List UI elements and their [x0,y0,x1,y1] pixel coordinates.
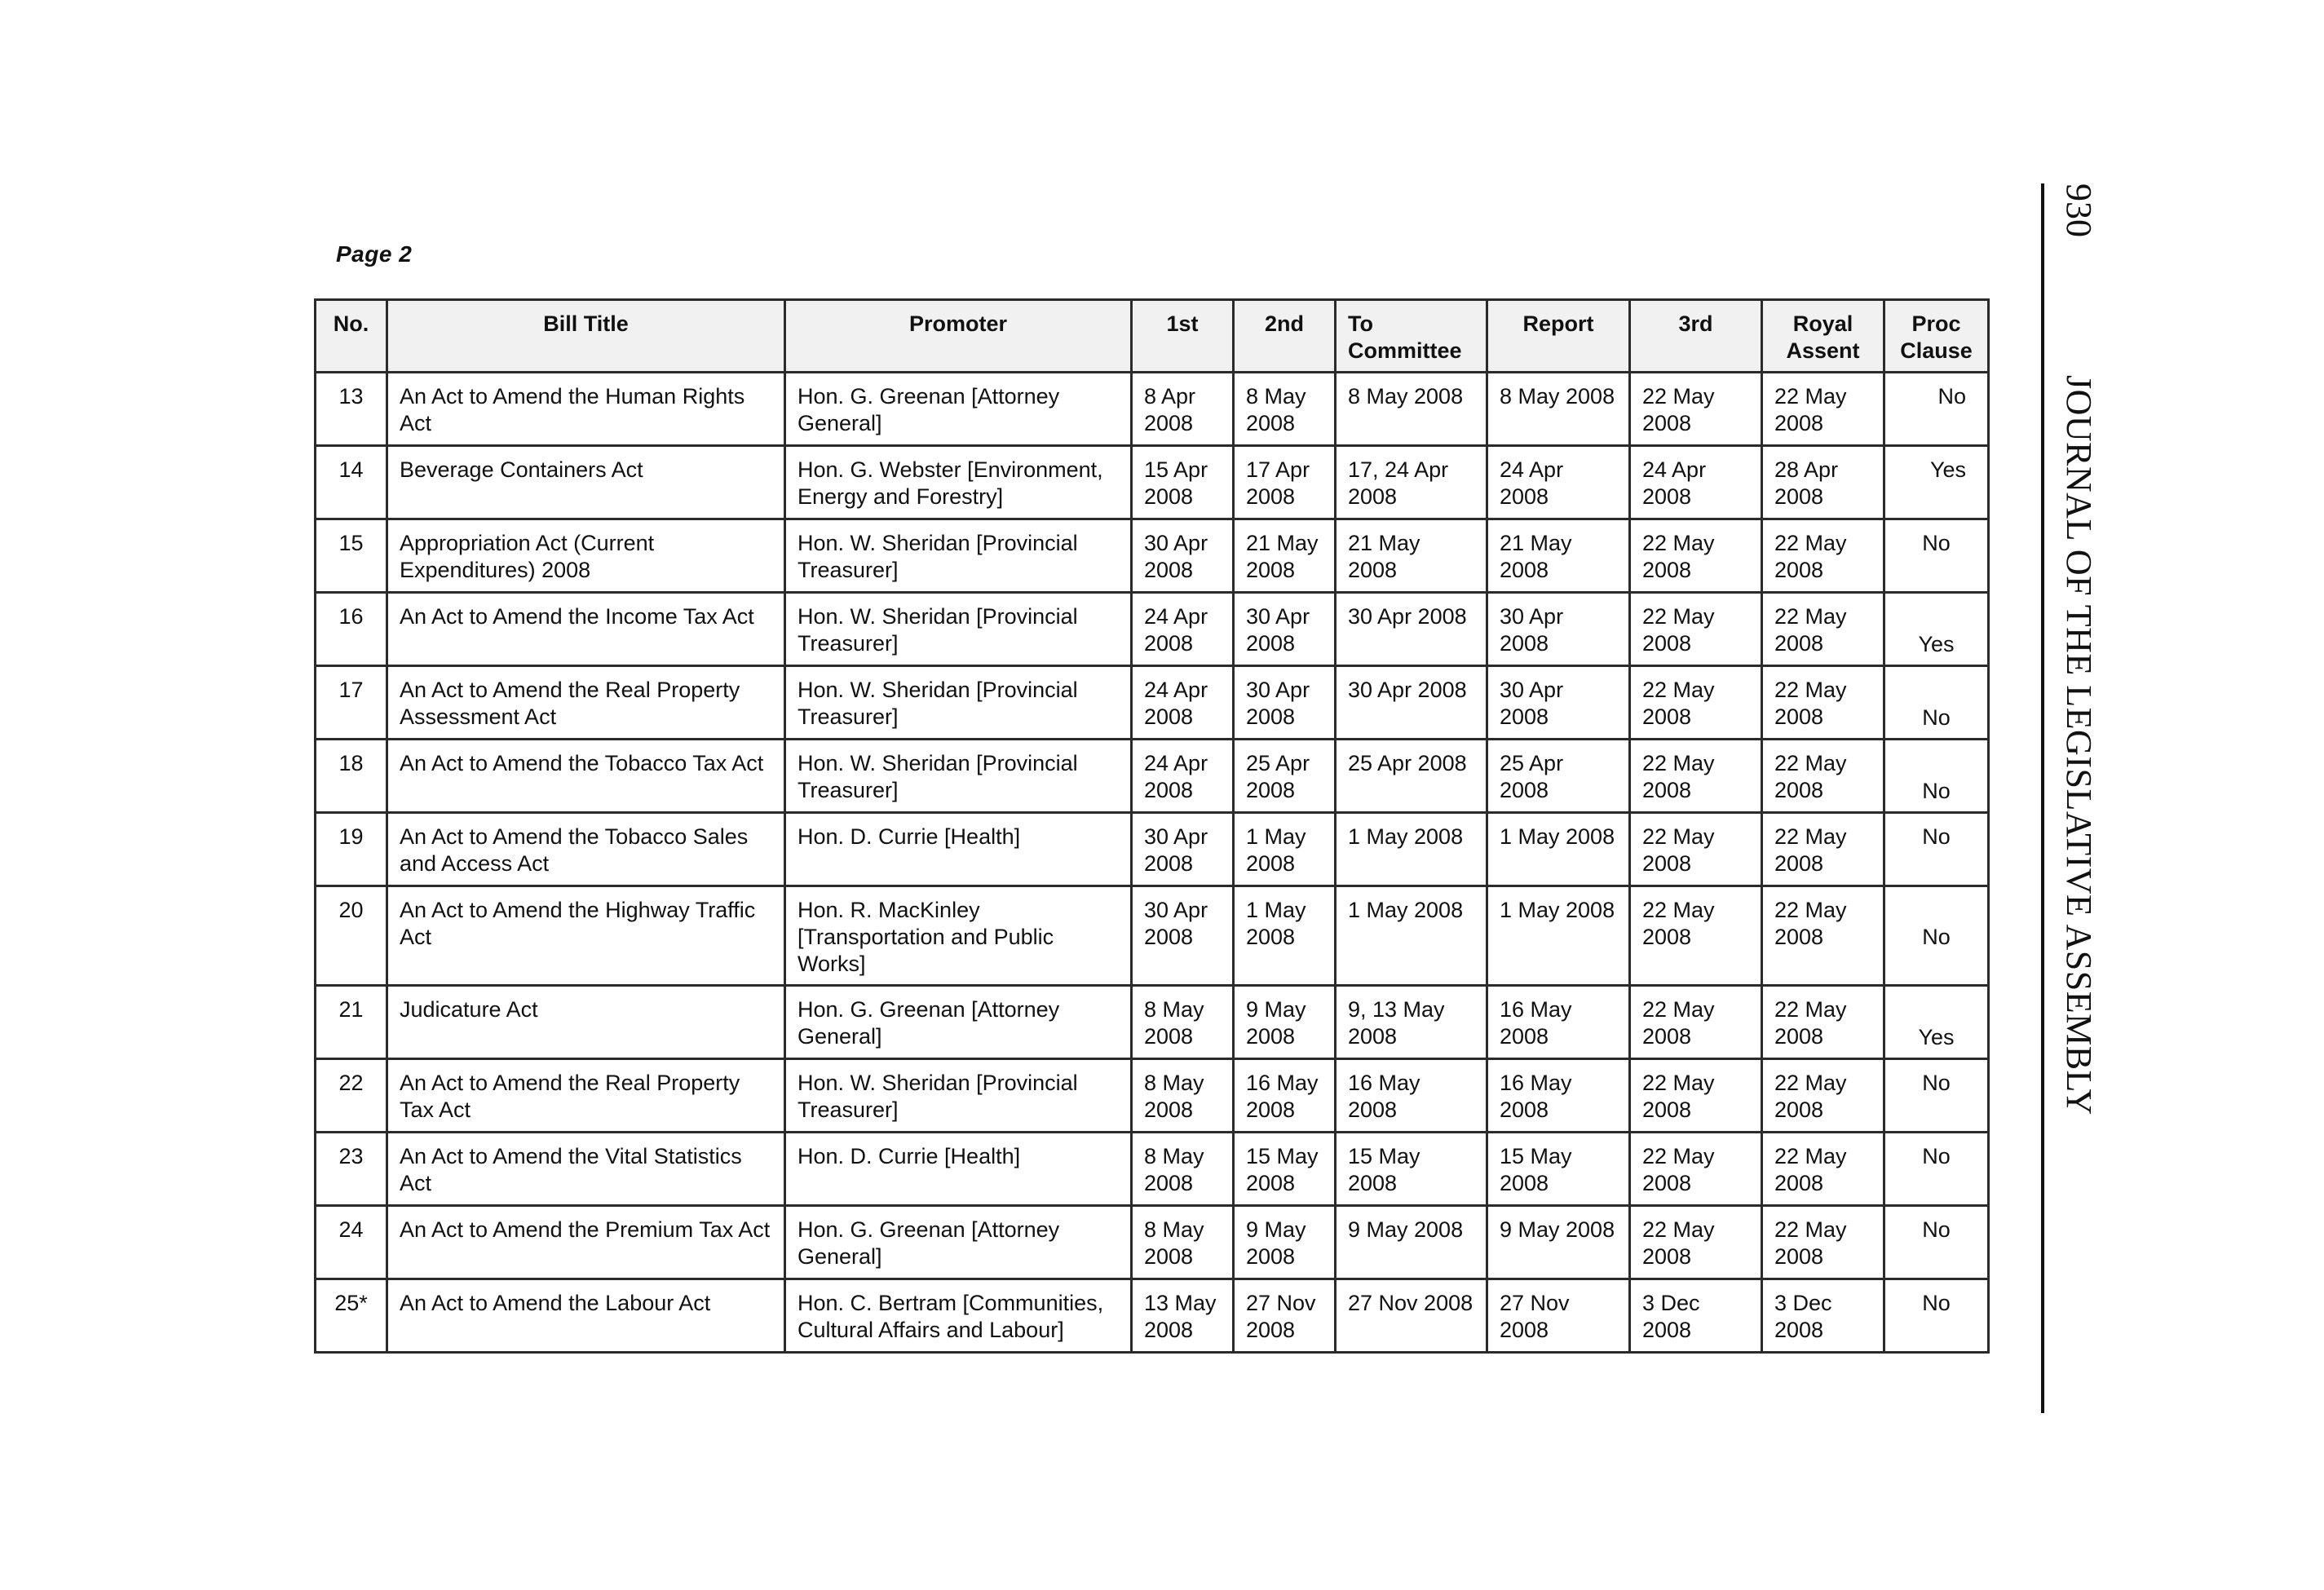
royal-assent-date: 22 May 2008 [1762,1133,1884,1206]
committee-date: 21 May 2008 [1336,519,1487,593]
first-reading-date: 15 Apr 2008 [1132,446,1234,519]
table-row [316,1133,1989,1206]
second-reading-date: 30 Apr 2008 [1234,593,1336,666]
second-reading-date: 21 May 2008 [1234,519,1336,593]
second-reading-date: 17 Apr 2008 [1234,446,1336,519]
table-header-row [316,300,1989,373]
bill-promoter: Hon. W. Sheridan [Provincial Treasurer] [785,593,1132,666]
report-date: 24 Apr 2008 [1487,446,1630,519]
table-row [316,593,1989,666]
committee-date: 1 May 2008 [1336,886,1487,986]
bill-number: 18 [316,740,387,813]
royal-assent-date: 22 May 2008 [1762,813,1884,886]
proc-clause: No [1884,886,1989,986]
page-label: Page 2 [336,241,413,267]
page-number: 930 [2059,183,2099,237]
report-date: 1 May 2008 [1487,886,1630,986]
committee-date: 15 May 2008 [1336,1133,1487,1206]
header-promoter: Promoter [785,300,1132,373]
proc-clause: No [1884,1279,1989,1353]
report-date: 30 Apr 2008 [1487,666,1630,740]
proc-clause: No [1884,813,1989,886]
proc-clause: Yes [1884,446,1989,519]
committee-date: 30 Apr 2008 [1336,666,1487,740]
report-date: 25 Apr 2008 [1487,740,1630,813]
proc-clause: No [1884,1059,1989,1133]
bill-promoter: Hon. D. Currie [Health] [785,1133,1132,1206]
third-reading-date: 22 May 2008 [1630,886,1762,986]
third-reading-date: 22 May 2008 [1630,740,1762,813]
bill-title: An Act to Amend the Labour Act [387,1279,785,1353]
bill-promoter: Hon. C. Bertram [Communities, Cultural Affairs and Labour] [785,1279,1132,1353]
third-reading-date: 22 May 2008 [1630,1206,1762,1279]
bill-promoter: Hon. G. Greenan [Attorney General] [785,373,1132,446]
third-reading-date: 22 May 2008 [1630,986,1762,1059]
header-no: No. [316,300,387,373]
header-third-reading: 3rd [1630,300,1762,373]
table-row [316,1059,1989,1133]
second-reading-date: 25 Apr 2008 [1234,740,1336,813]
report-date: 30 Apr 2008 [1487,593,1630,666]
bill-number: 13 [316,373,387,446]
header-report: Report [1487,300,1630,373]
proc-clause: No [1884,740,1989,813]
first-reading-date: 30 Apr 2008 [1132,886,1234,986]
first-reading-date: 8 Apr 2008 [1132,373,1234,446]
header-to-committee: To Committee [1336,300,1487,373]
proc-clause: No [1884,1133,1989,1206]
table-row [316,1206,1989,1279]
committee-date: 8 May 2008 [1336,373,1487,446]
second-reading-date: 16 May 2008 [1234,1059,1336,1133]
margin-rule [2041,183,2044,1413]
royal-assent-date: 22 May 2008 [1762,593,1884,666]
bill-promoter: Hon. G. Greenan [Attorney General] [785,1206,1132,1279]
proc-clause: No [1884,519,1989,593]
bills-table [314,298,1990,1354]
royal-assent-date: 22 May 2008 [1762,886,1884,986]
bill-promoter: Hon. R. MacKinley [Transportation and Public Works] [785,886,1132,986]
bill-number: 19 [316,813,387,886]
bill-title: Appropriation Act (Current Expenditures) 2008 [387,519,785,593]
bill-title: An Act to Amend the Human Rights Act [387,373,785,446]
bill-number: 22 [316,1059,387,1133]
royal-assent-date: 3 Dec 2008 [1762,1279,1884,1353]
bill-number: 17 [316,666,387,740]
table-row [316,813,1989,886]
bill-title: An Act to Amend the Tobacco Tax Act [387,740,785,813]
royal-assent-date: 22 May 2008 [1762,740,1884,813]
bill-title: An Act to Amend the Premium Tax Act [387,1206,785,1279]
table-row [316,886,1989,986]
committee-date: 25 Apr 2008 [1336,740,1487,813]
table-row [316,666,1989,740]
report-date: 1 May 2008 [1487,813,1630,886]
committee-date: 9, 13 May 2008 [1336,986,1487,1059]
bill-number: 21 [316,986,387,1059]
second-reading-date: 30 Apr 2008 [1234,666,1336,740]
bill-number: 20 [316,886,387,986]
bill-title: An Act to Amend the Vital Statistics Act [387,1133,785,1206]
third-reading-date: 22 May 2008 [1630,1059,1762,1133]
first-reading-date: 24 Apr 2008 [1132,666,1234,740]
table-row [316,373,1989,446]
report-date: 27 Nov 2008 [1487,1279,1630,1353]
royal-assent-date: 22 May 2008 [1762,1059,1884,1133]
bill-number: 14 [316,446,387,519]
third-reading-date: 22 May 2008 [1630,666,1762,740]
first-reading-date: 8 May 2008 [1132,1206,1234,1279]
first-reading-date: 8 May 2008 [1132,1059,1234,1133]
third-reading-date: 22 May 2008 [1630,1133,1762,1206]
bill-title: An Act to Amend the Income Tax Act [387,593,785,666]
proc-clause: Yes [1884,593,1989,666]
report-date: 8 May 2008 [1487,373,1630,446]
report-date: 9 May 2008 [1487,1206,1630,1279]
header-bill-title: Bill Title [387,300,785,373]
committee-date: 9 May 2008 [1336,1206,1487,1279]
second-reading-date: 9 May 2008 [1234,986,1336,1059]
third-reading-date: 24 Apr 2008 [1630,446,1762,519]
report-date: 16 May 2008 [1487,1059,1630,1133]
first-reading-date: 8 May 2008 [1132,1133,1234,1206]
committee-date: 16 May 2008 [1336,1059,1487,1133]
bill-promoter: Hon. W. Sheridan [Provincial Treasurer] [785,740,1132,813]
report-date: 15 May 2008 [1487,1133,1630,1206]
bill-title: An Act to Amend the Tobacco Sales and Access Act [387,813,785,886]
bill-number: 24 [316,1206,387,1279]
bill-number: 16 [316,593,387,666]
second-reading-date: 27 Nov 2008 [1234,1279,1336,1353]
first-reading-date: 30 Apr 2008 [1132,813,1234,886]
table-row [316,740,1989,813]
second-reading-date: 8 May 2008 [1234,373,1336,446]
bill-promoter: Hon. D. Currie [Health] [785,813,1132,886]
committee-date: 27 Nov 2008 [1336,1279,1487,1353]
committee-date: 30 Apr 2008 [1336,593,1487,666]
bill-title: Judicature Act [387,986,785,1059]
bill-title: Beverage Containers Act [387,446,785,519]
bill-title: An Act to Amend the Real Property Assessment Act [387,666,785,740]
bill-promoter: Hon. W. Sheridan [Provincial Treasurer] [785,1059,1132,1133]
second-reading-date: 9 May 2008 [1234,1206,1336,1279]
proc-clause: No [1884,1206,1989,1279]
royal-assent-date: 22 May 2008 [1762,373,1884,446]
header-proc-clause: Proc Clause [1884,300,1989,373]
bill-promoter: Hon. W. Sheridan [Provincial Treasurer] [785,519,1132,593]
third-reading-date: 22 May 2008 [1630,373,1762,446]
first-reading-date: 13 May 2008 [1132,1279,1234,1353]
bill-number: 23 [316,1133,387,1206]
report-date: 21 May 2008 [1487,519,1630,593]
header-first-reading: 1st [1132,300,1234,373]
royal-assent-date: 22 May 2008 [1762,519,1884,593]
table-row [316,986,1989,1059]
report-date: 16 May 2008 [1487,986,1630,1059]
committee-date: 17, 24 Apr 2008 [1336,446,1487,519]
table-row [316,1279,1989,1353]
second-reading-date: 1 May 2008 [1234,886,1336,986]
bill-number: 15 [316,519,387,593]
journal-title: JOURNAL OF THE LEGISLATIVE ASSEMBLY [2059,375,2099,1115]
royal-assent-date: 28 Apr 2008 [1762,446,1884,519]
first-reading-date: 8 May 2008 [1132,986,1234,1059]
proc-clause: Yes [1884,986,1989,1059]
bill-promoter: Hon. G. Greenan [Attorney General] [785,986,1132,1059]
first-reading-date: 30 Apr 2008 [1132,519,1234,593]
royal-assent-date: 22 May 2008 [1762,986,1884,1059]
third-reading-date: 22 May 2008 [1630,593,1762,666]
running-header [2050,183,2107,1413]
bill-title: An Act to Amend the Real Property Tax Act [387,1059,785,1133]
proc-clause: No [1884,373,1989,446]
second-reading-date: 1 May 2008 [1234,813,1336,886]
royal-assent-date: 22 May 2008 [1762,666,1884,740]
royal-assent-date: 22 May 2008 [1762,1206,1884,1279]
second-reading-date: 15 May 2008 [1234,1133,1336,1206]
table-row [316,519,1989,593]
bill-promoter: Hon. G. Webster [Environment, Energy and Forestry] [785,446,1132,519]
bill-title: An Act to Amend the Highway Traffic Act [387,886,785,986]
first-reading-date: 24 Apr 2008 [1132,593,1234,666]
header-second-reading: 2nd [1234,300,1336,373]
table-row [316,446,1989,519]
committee-date: 1 May 2008 [1336,813,1487,886]
third-reading-date: 3 Dec 2008 [1630,1279,1762,1353]
bill-promoter: Hon. W. Sheridan [Provincial Treasurer] [785,666,1132,740]
proc-clause: No [1884,666,1989,740]
third-reading-date: 22 May 2008 [1630,519,1762,593]
header-royal-assent: Royal Assent [1762,300,1884,373]
third-reading-date: 22 May 2008 [1630,813,1762,886]
bill-number: 25* [316,1279,387,1353]
first-reading-date: 24 Apr 2008 [1132,740,1234,813]
